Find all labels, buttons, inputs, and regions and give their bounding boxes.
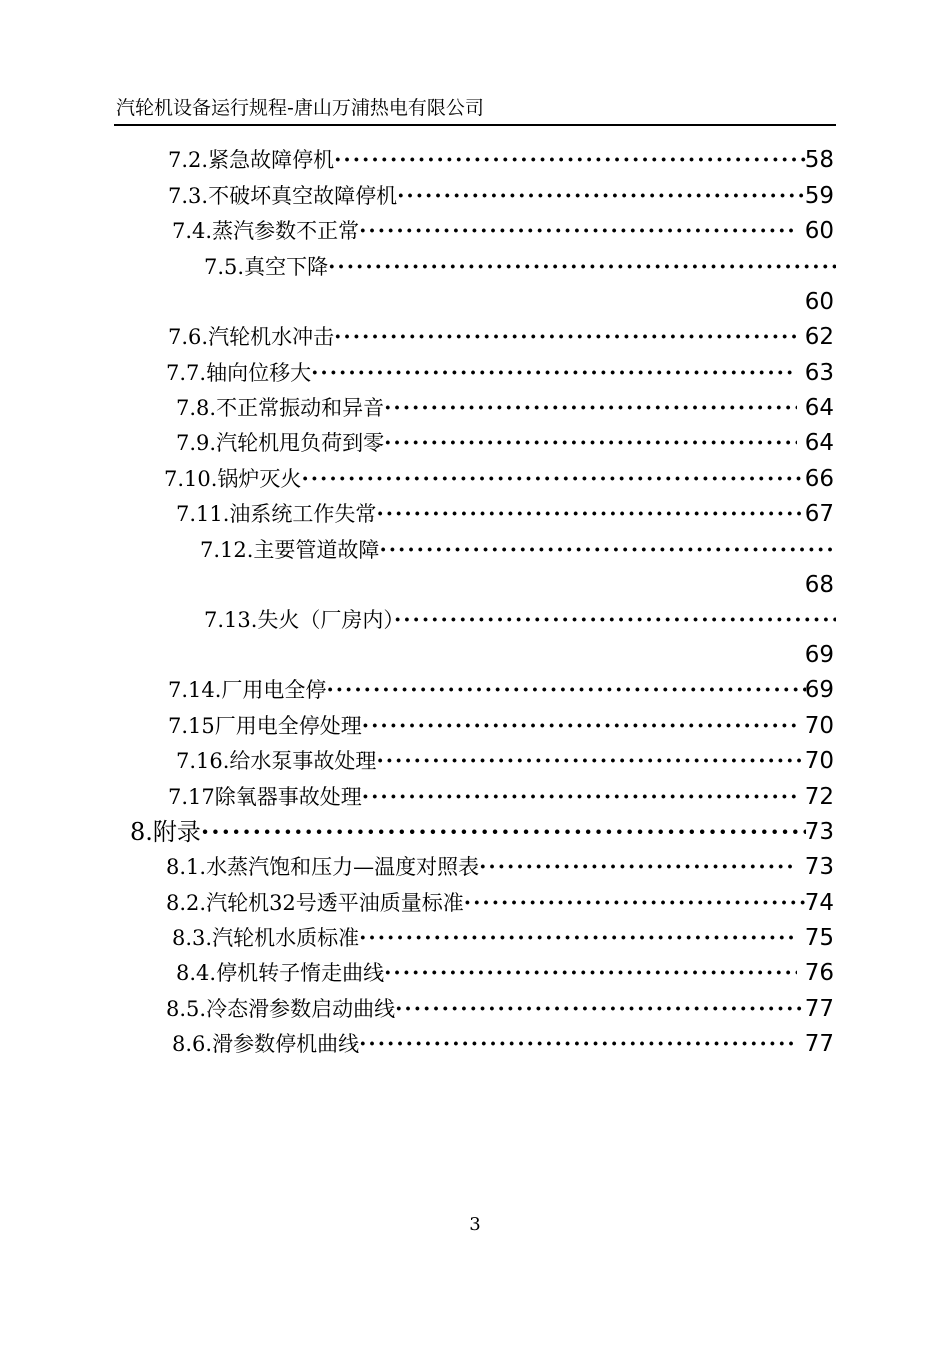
toc-entry-label: 8.4.停机转子惰走曲线 <box>176 961 385 985</box>
header-divider <box>114 124 836 126</box>
toc-entry[interactable] <box>176 393 797 423</box>
toc-entry-label: 7.10.锅炉灭火 <box>164 467 302 491</box>
toc-entry-label: 8.1.水蒸汽饱和压力—温度对照表 <box>166 855 480 879</box>
toc-entry-page: 69 <box>804 677 834 703</box>
toc-entry-label: 8.2.汽轮机32号透平油质量标准 <box>166 891 464 915</box>
header-title: 汽轮机设备运行规程-唐山万浦热电有限公司 <box>116 97 484 119</box>
toc-entry-label: 8.附录 <box>130 818 201 846</box>
toc-entry-page: 73 <box>804 854 834 880</box>
toc-entry-label: 7.9.汽轮机甩负荷到零 <box>176 431 385 455</box>
toc-entry-label: 7.11.油系统工作失常 <box>176 502 377 526</box>
toc-entry-label: 7.3.不破坏真空故障停机 <box>168 184 398 208</box>
toc-entry[interactable] <box>200 535 836 565</box>
toc-entry-label: 8.5.冷态滑参数启动曲线 <box>166 997 396 1021</box>
toc-entry-label: 7.5.真空下降 <box>204 255 329 279</box>
toc-entry-page: 70 <box>804 748 834 774</box>
toc-entry-label: 7.12.主要管道故障 <box>200 538 380 562</box>
toc-entry-page: 59 <box>804 183 834 209</box>
toc-entry[interactable] <box>168 675 806 705</box>
toc-entry-page: 63 <box>804 360 834 386</box>
toc-entry-label: 7.8.不正常振动和异音 <box>176 396 385 420</box>
toc-entry-page: 76 <box>804 960 834 986</box>
toc-entry-page: 73 <box>804 819 834 845</box>
toc-entry-label: 7.15厂用电全停处理 <box>168 714 362 738</box>
toc-entry-page: 77 <box>804 1031 834 1057</box>
toc-entry-page: 64 <box>804 395 834 421</box>
toc-entry-page: 74 <box>804 890 834 916</box>
toc-entry-page: 58 <box>804 147 834 173</box>
toc-entry-label: 8.6.滑参数停机曲线 <box>172 1032 360 1056</box>
toc-entry[interactable] <box>176 499 806 529</box>
toc-entry-page: 66 <box>804 466 834 492</box>
toc-entry-page: 68 <box>804 572 834 598</box>
toc-entry[interactable] <box>172 923 797 953</box>
toc-entry[interactable] <box>164 464 806 494</box>
toc-entry-page: 70 <box>804 713 834 739</box>
toc-entry-page: 77 <box>804 996 834 1022</box>
toc-entry[interactable] <box>130 817 806 847</box>
toc-entry[interactable] <box>176 746 806 776</box>
toc-entry-label: 7.7.轴向位移大 <box>166 361 312 385</box>
toc-entry[interactable] <box>168 145 806 175</box>
toc-entry[interactable] <box>176 958 797 988</box>
toc-entry-page: 67 <box>804 501 834 527</box>
page-number: 3 <box>469 1214 481 1235</box>
toc-entry[interactable] <box>166 994 806 1024</box>
toc-entry-page: 72 <box>804 784 834 810</box>
toc-entry[interactable] <box>166 852 797 882</box>
toc-entry[interactable] <box>166 888 806 918</box>
toc-entry-page: 60 <box>804 218 834 244</box>
toc-entry-page: 75 <box>804 925 834 951</box>
toc-entry[interactable] <box>168 322 797 352</box>
toc-entry[interactable] <box>168 711 797 741</box>
toc-entry[interactable] <box>204 605 836 635</box>
toc-entry[interactable] <box>168 181 806 211</box>
toc-entry-label: 7.14.厂用电全停 <box>168 678 327 702</box>
toc-entry-page: 69 <box>804 642 834 668</box>
toc-entry-label: 7.6.汽轮机水冲击 <box>168 325 335 349</box>
toc-entry[interactable] <box>176 428 797 458</box>
toc-entry-label: 8.3.汽轮机水质标准 <box>172 926 360 950</box>
toc-entry[interactable] <box>172 1029 797 1059</box>
toc-entry-page: 60 <box>804 289 834 315</box>
toc-entry-label: 7.13.失火（厂房内） <box>204 608 394 632</box>
toc-entry-label: 7.2.紧急故障停机 <box>168 148 335 172</box>
toc-entry-label: 7.16.给水泵事故处理 <box>176 749 377 773</box>
toc-entry[interactable] <box>172 216 797 246</box>
toc-entry[interactable] <box>168 782 797 812</box>
toc-entry-page: 64 <box>804 430 834 456</box>
toc-entry-page: 62 <box>804 324 834 350</box>
toc-entry[interactable] <box>204 252 836 282</box>
toc-entry[interactable] <box>166 358 797 388</box>
toc-entry-label: 7.4.蒸汽参数不正常 <box>172 219 360 243</box>
toc-entry-label: 7.17除氧器事故处理 <box>168 785 362 809</box>
